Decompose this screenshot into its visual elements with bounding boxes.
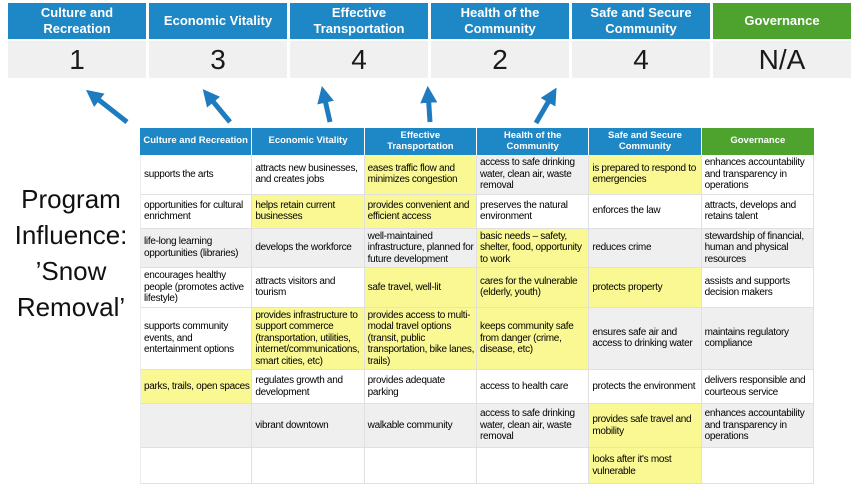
- matrix-cell: access to safe drinking water, clean air, waste removal: [477, 155, 589, 195]
- matrix-cell: life-long learning opportunities (libraries): [140, 229, 252, 269]
- matrix-cell: vibrant downtown: [252, 404, 364, 448]
- matrix-cell: [140, 404, 252, 448]
- matrix-cell: cares for the vulnerable (elderly, youth): [477, 268, 589, 308]
- matrix-cell: enhances accountability and transparency in operations: [702, 155, 814, 195]
- influence-arrow-4: [428, 91, 430, 122]
- matrix-header-culture-and-recreation: Culture and Recreation: [140, 128, 252, 155]
- program-title-line: Program: [21, 184, 121, 214]
- matrix-cell: supports the arts: [140, 155, 252, 195]
- priority-score-governance: N/A: [713, 41, 851, 78]
- influence-arrow-1: [90, 93, 127, 122]
- matrix-cell: assists and supports decision makers: [702, 268, 814, 308]
- influence-arrow-5: [536, 92, 554, 123]
- matrix-cell: access to health care: [477, 370, 589, 404]
- influence-matrix: [140, 128, 814, 484]
- matrix-header-economic-vitality: Economic Vitality: [252, 128, 364, 155]
- priority-score-safe-and-secure-community: 4: [572, 41, 710, 78]
- matrix-cell: [477, 448, 589, 484]
- priority-header-economic-vitality: Economic Vitality: [149, 3, 287, 39]
- matrix-cell: looks after it's most vulnerable: [589, 448, 701, 484]
- matrix-cell: provides convenient and efficient access: [365, 195, 477, 229]
- matrix-body: [140, 155, 814, 484]
- matrix-row: [140, 448, 814, 484]
- priority-header-culture-and-recreation: Culture and Recreation: [8, 3, 146, 39]
- matrix-header-governance: Governance: [702, 128, 814, 155]
- matrix-cell: encourages healthy people (promotes active lifestyle): [140, 268, 252, 308]
- matrix-cell: enhances accountability and transparency in operations: [702, 404, 814, 448]
- priority-score-economic-vitality: 3: [149, 41, 287, 78]
- matrix-cell: provides safe travel and mobility: [589, 404, 701, 448]
- matrix-row: [140, 195, 814, 229]
- program-title-line: ’Snow: [35, 255, 107, 286]
- program-title-line: Removal’: [16, 291, 126, 322]
- matrix-cell: is prepared to respond to emergencies: [589, 155, 701, 195]
- matrix-cell: opportunities for cultural enrichment: [140, 195, 252, 229]
- matrix-cell: basic needs – safety, shelter, food, opportunity to work: [477, 229, 589, 269]
- priority-scoreboard: [8, 3, 851, 78]
- matrix-row: [140, 308, 814, 371]
- influence-arrow-3: [323, 91, 330, 122]
- matrix-cell: regulates growth and development: [252, 370, 364, 404]
- matrix-cell: enforces the law: [589, 195, 701, 229]
- matrix-cell: develops the workforce: [252, 229, 364, 269]
- matrix-cell: reduces crime: [589, 229, 701, 269]
- matrix-cell: [365, 448, 477, 484]
- matrix-cell: maintains regulatory compliance: [702, 308, 814, 371]
- program-title-line: Influence:: [14, 219, 128, 250]
- priority-score-culture-and-recreation: 1: [8, 41, 146, 78]
- priority-header-health-of-the-community: Health of the Community: [431, 3, 569, 39]
- matrix-header-effective-transportation: Effective Transportation: [365, 128, 477, 155]
- matrix-cell: eases traffic flow and minimizes congestion: [365, 155, 477, 195]
- influence-arrows: [0, 78, 859, 128]
- matrix-cell: supports community events, and entertainment options: [140, 308, 252, 371]
- matrix-cell: [702, 448, 814, 484]
- matrix-cell: protects property: [589, 268, 701, 308]
- matrix-row: [140, 229, 814, 269]
- priority-score-effective-transportation: 4: [290, 41, 428, 78]
- matrix-header-health-of-the-community: Health of the Community: [477, 128, 589, 155]
- priority-header-effective-transportation: Effective Transportation: [290, 3, 428, 39]
- matrix-row: [140, 404, 814, 448]
- matrix-header-row: [140, 128, 814, 155]
- priority-header-governance: Governance: [713, 3, 851, 39]
- matrix-cell: preserves the natural environment: [477, 195, 589, 229]
- matrix-row: [140, 370, 814, 404]
- matrix-row: [140, 268, 814, 308]
- influence-arrow-2: [206, 93, 230, 122]
- matrix-cell: helps retain current businesses: [252, 195, 364, 229]
- priority-header-safe-and-secure-community: Safe and Secure Community: [572, 3, 710, 39]
- matrix-cell: walkable community: [365, 404, 477, 448]
- matrix-cell: delivers responsible and courteous service: [702, 370, 814, 404]
- matrix-cell: stewardship of financial, human and physical resources: [702, 229, 814, 269]
- matrix-cell: access to safe drinking water, clean air, waste removal: [477, 404, 589, 448]
- matrix-cell: attracts, develops and retains talent: [702, 195, 814, 229]
- matrix-cell: protects the environment: [589, 370, 701, 404]
- matrix-cell: [140, 448, 252, 484]
- matrix-cell: parks, trails, open spaces: [140, 370, 252, 404]
- matrix-cell: provides access to multi-modal travel options (transit, public transportation, bike lanes, trails): [365, 308, 477, 371]
- matrix-cell: attracts new businesses, and creates jobs: [252, 155, 364, 195]
- program-influence-title: [0, 182, 142, 326]
- matrix-row: [140, 155, 814, 195]
- matrix-cell: keeps community safe from danger (crime, disease, etc): [477, 308, 589, 371]
- matrix-cell: attracts visitors and tourism: [252, 268, 364, 308]
- matrix-cell: safe travel, well-lit: [365, 268, 477, 308]
- matrix-cell: well-maintained infrastructure, planned for future development: [365, 229, 477, 269]
- priority-score-health-of-the-community: 2: [431, 41, 569, 78]
- matrix-cell: ensures safe air and access to drinking water: [589, 308, 701, 371]
- matrix-cell: provides infrastructure to support commerce (transportation, utilities, internet/communications, smart cities, etc): [252, 308, 364, 371]
- matrix-cell: provides adequate parking: [365, 370, 477, 404]
- matrix-cell: [252, 448, 364, 484]
- matrix-header-safe-and-secure-community: Safe and Secure Community: [589, 128, 701, 155]
